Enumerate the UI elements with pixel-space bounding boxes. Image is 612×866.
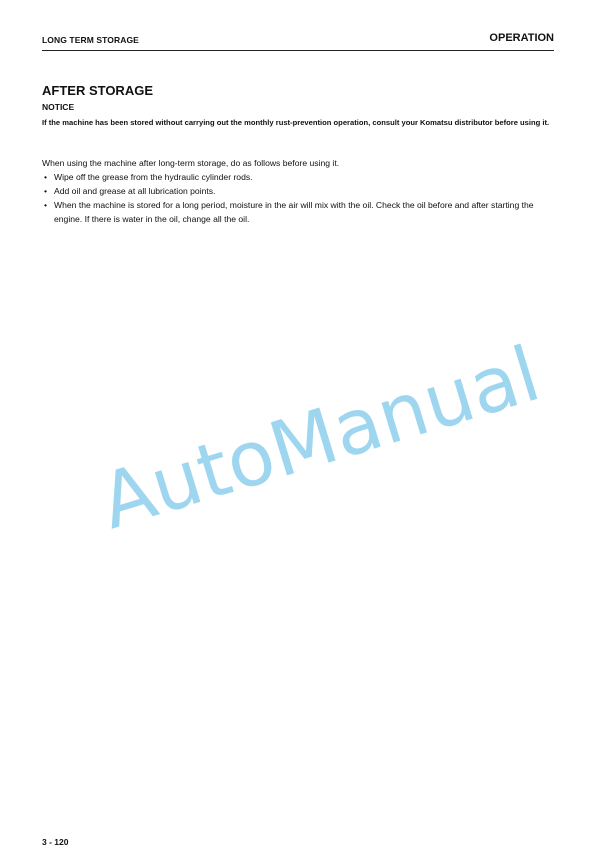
intro-paragraph: When using the machine after long-term storage, do as follows before using it.: [42, 158, 340, 168]
page-header: [42, 30, 554, 51]
list-item-text: Wipe off the grease from the hydraulic cylinder rods.: [54, 172, 253, 182]
notice-text: If the machine has been stored without carrying out the monthly rust-prevention operation, consult your Komatsu distributor before using it.: [42, 118, 550, 127]
section-title: AFTER STORAGE: [42, 83, 153, 98]
watermark: AutoManual: [90, 328, 550, 547]
header-chapter-name: OPERATION: [489, 32, 554, 44]
bullet-icon: •: [44, 172, 48, 182]
notice-label: NOTICE: [42, 102, 75, 112]
bullet-icon: •: [44, 200, 48, 210]
page-number: 3 - 120: [42, 837, 69, 847]
list-item: [42, 170, 562, 184]
list-item-text: Add oil and grease at all lubrication points.: [54, 186, 216, 196]
list-item-text: When the machine is stored for a long period, moisture in the air will mix with the oil. Check the oil before and after starting the engine. If there is water in the oil, change all the oil.: [54, 200, 534, 224]
bullet-icon: •: [44, 186, 48, 196]
list-item: [42, 184, 562, 198]
header-section-name: LONG TERM STORAGE: [42, 35, 139, 45]
bullet-list: [42, 170, 562, 226]
list-item: [42, 198, 562, 226]
